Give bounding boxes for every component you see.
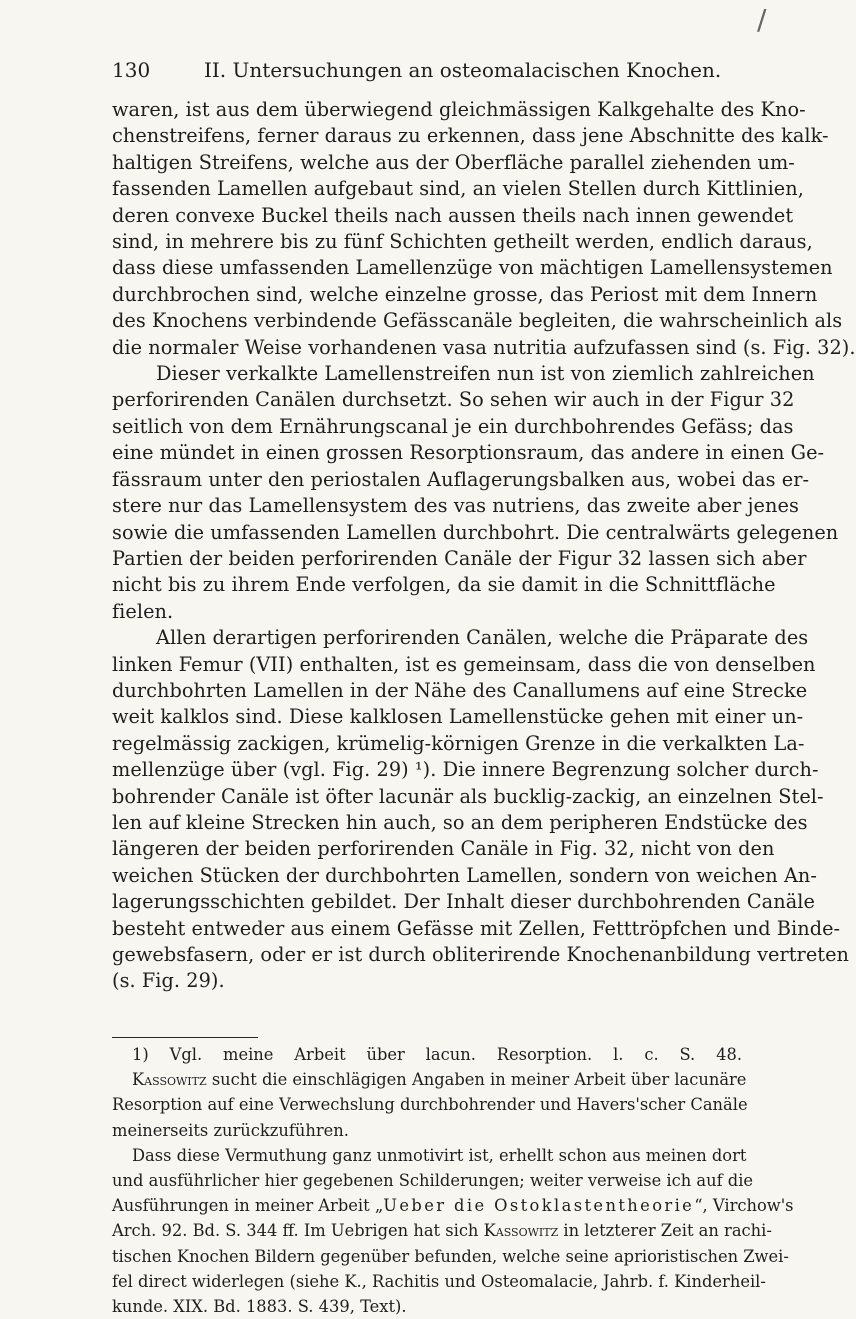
author-name: Kassowitz bbox=[132, 1070, 207, 1090]
text-line: fielen. bbox=[112, 599, 174, 623]
text-line: Dieser verkalkte Lamellenstreifen nun ist von ziemlich zahlreichen bbox=[156, 362, 815, 386]
footnote-line: Ausführungen in meiner Arbeit „Ueber die Ostoklastentheorie“, Virchow's bbox=[112, 1196, 794, 1216]
text-line: deren convexe Buckel theils nach aussen theils nach innen gewendet bbox=[112, 203, 794, 227]
cited-title: Ueber die Ostoklastentheorie bbox=[383, 1196, 695, 1216]
main-text bbox=[112, 97, 856, 995]
text-line: (s. Fig. 29). bbox=[112, 969, 225, 993]
footnote-rule bbox=[112, 1037, 258, 1038]
text-line: Allen derartigen perforirenden Canälen, welche die Präparate des bbox=[156, 626, 809, 650]
text-line: len auf kleine Strecken hin auch, so an dem peripheren Endstücke des bbox=[112, 810, 808, 834]
running-title: II. Untersuchungen an osteomalacischen Knochen. bbox=[204, 58, 722, 82]
running-header bbox=[112, 50, 742, 90]
footnote-line: tischen Knochen Bildern gegenüber befunden, welche seine aprioristischen Zwei- bbox=[112, 1246, 789, 1266]
text-line: haltigen Streifens, welche aus der Oberfläche parallel ziehenden um- bbox=[112, 150, 795, 174]
text-line: lagerungsschichten gebildet. Der Inhalt dieser durchbohrenden Canäle bbox=[112, 890, 815, 914]
author-name: Kassowitz bbox=[483, 1221, 559, 1241]
text-line: die normaler Weise vorhandenen vasa nutritia aufzufassen sind (s. Fig. 32). bbox=[112, 335, 856, 359]
text-line: chenstreifens, ferner daraus zu erkennen, dass jene Abschnitte des kalk- bbox=[112, 124, 829, 148]
text-line: durchbrochen sind, welche einzelne grosse, das Periost mit dem Innern bbox=[112, 282, 818, 306]
footnote-line: kunde. XIX. Bd. 1883. S. 439, Text). bbox=[112, 1297, 407, 1317]
text-line: Partien der beiden perforirenden Canäle der Figur 32 lassen sich aber bbox=[112, 546, 807, 570]
text-line: bohrender Canäle ist öfter lacunär als bucklig-zackig, an einzelnen Stel- bbox=[112, 784, 824, 808]
text-line: linken Femur (VII) enthalten, ist es gemeinsam, dass die von denselben bbox=[112, 652, 816, 676]
text-line: längeren der beiden perforirenden Canäle in Fig. 32, nicht von den bbox=[112, 837, 775, 861]
text-line: sind, in mehrere bis zu fünf Schichten getheilt werden, endlich daraus, bbox=[112, 230, 813, 254]
footnote-line: fel direct widerlegen (siehe K., Rachitis und Osteomalacie, Jahrb. f. Kinderheil- bbox=[112, 1271, 766, 1291]
footnote-line: meinerseits zurückzuführen. bbox=[112, 1120, 349, 1140]
text-line: weit kalklos sind. Diese kalklosen Lamellenstücke gehen mit einer un- bbox=[112, 705, 804, 729]
text-line: dass diese umfassenden Lamellenzüge von mächtigen Lamellensystemen bbox=[112, 256, 833, 280]
footnote-line: Kassowitz sucht die einschlägigen Angaben in meiner Arbeit über lacunäre bbox=[132, 1070, 747, 1090]
text-line: stere nur das Lamellensystem des vas nutriens, das zweite aber jenes bbox=[112, 494, 799, 518]
text-line: durchbohrten Lamellen in der Nähe des Canallumens auf eine Strecke bbox=[112, 678, 808, 702]
text-line: besteht entweder aus einem Gefässe mit Zellen, Fetttröpfchen und Binde- bbox=[112, 916, 841, 940]
footnote-line: 1) Vgl. meine Arbeit über lacun. Resorption. l. c. S. 48. bbox=[132, 1045, 742, 1064]
text-line: des Knochens verbindende Gefässcanäle begleiten, die wahrscheinlich als bbox=[112, 309, 843, 333]
footnotes bbox=[112, 1042, 794, 1319]
text-line: fassenden Lamellen aufgebaut sind, an vielen Stellen durch Kittlinien, bbox=[112, 177, 804, 201]
text-line: gewebsfasern, oder er ist durch obliterirende Knochenanbildung vertreten bbox=[112, 943, 850, 966]
footnote-line: und ausführlicher hier gegebenen Schilderungen; weiter verweise ich auf die bbox=[112, 1171, 754, 1191]
text-line: fässraum unter den periostalen Auflagerungsbalken aus, wobei das er- bbox=[112, 467, 810, 491]
page-number: 130 bbox=[112, 58, 151, 82]
text-line: weichen Stücken der durchbohrten Lamellen, sondern von weichen An- bbox=[112, 863, 817, 887]
footnote-line: Arch. 92. Bd. S. 344 ff. Im Uebrigen hat sich Kassowitz in letzterer Zeit an rachi- bbox=[112, 1221, 772, 1241]
text-line: mellenzüge über (vgl. Fig. 29) ¹). Die innere Begrenzung solcher durch- bbox=[112, 758, 819, 782]
text-line: nicht bis zu ihrem Ende verfolgen, da sie damit in die Schnittfläche bbox=[112, 573, 776, 597]
text-line: seitlich von dem Ernährungscanal je ein durchbohrendes Gefäss; das bbox=[112, 414, 794, 438]
text-line: sowie die umfassenden Lamellen durchbohrt. Die centralwärts gelegenen bbox=[112, 520, 839, 544]
footnote-line: Resorption auf eine Verwechslung durchbohrender und Havers'scher Canäle bbox=[112, 1095, 748, 1115]
text-line: perforirenden Canälen durchsetzt. So sehen wir auch in der Figur 32 bbox=[112, 388, 795, 412]
text-line: regelmässig zackigen, krümelig-körnigen Grenze in die verkalkten La- bbox=[112, 731, 805, 755]
margin-mark: / bbox=[757, 3, 767, 36]
text-line: waren, ist aus dem überwiegend gleichmässigen Kalkgehalte des Kno- bbox=[112, 98, 806, 121]
footnote-line: Dass diese Vermuthung ganz unmotivirt ist, erhellt schon aus meinen dort bbox=[132, 1145, 747, 1165]
text-line: eine mündet in einen grossen Resorptionsraum, das andere in einen Ge- bbox=[112, 441, 825, 465]
